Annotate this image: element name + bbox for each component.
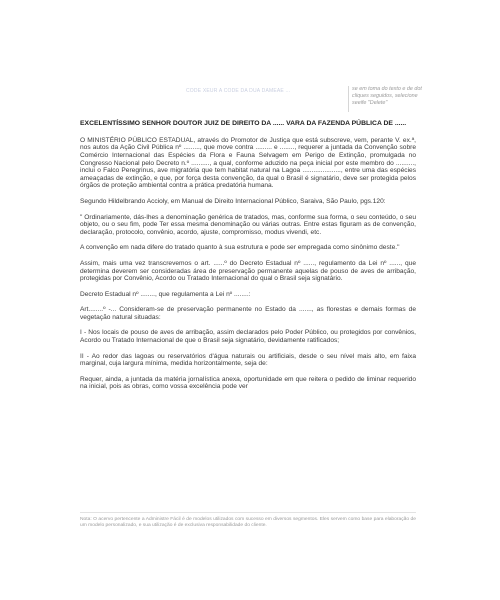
document-body — [80, 120, 416, 399]
paragraph-quote-1: " Ordinariamente, dás-lhes a denominação genérica de tratados, mas, conforme sua forma, o seu conteúdo, o seu objeto, ou o seu fim, pode Ter essa mesma denominação ou várias outras. Entre estas figuram as de convenção, declaração, protocolo, convênio, acordo, ajuste, compromisso, modus vivendi, etc. — [80, 213, 416, 236]
footer-note: Nota: O acervo pertencente a Administre Fácil é de modelos utilizados com sucesso em diversos segmentos. Eles servem como base para elaboração de um modelo personalizado, e sua utilização é de exclusiva responsabilidade do cliente. — [80, 512, 416, 529]
side-annotation-note — [348, 86, 500, 112]
document-heading: EXCELENTÍSSIMO SENHOR DOUTOR JUIZ DE DIREITO DA ...... VARA DA FAZENDA PÚBLICA DE ...... — [80, 120, 407, 127]
paragraph-decree-article: Assim, mais uma vez transcrevemos o art. ......º do Decreto Estadual nº ......, regulamento da Lei nº ......, que determina deverem ser consideradas área de preservação permanente aquelas de pouso de aves de arribação, protegidas por Convênio, Acordo ou Tratado Internacional do qual o Brasil seja signatário. — [80, 259, 416, 283]
paragraph-citation-source: Segundo Hildelbrando Accioly, em Manual de Direito Internacional Público, Saraiva, São Paulo, pgs.120: — [80, 197, 386, 205]
side-note-line: seeife "Delete" — [352, 100, 388, 106]
paragraph-article-text: Art........º -... Consideram-se de preservação permanente no Estado da ......., as florestas e demais formas de vegetação natural situadas: — [80, 306, 416, 321]
paragraph-item-i: I - Nos locais de pouso de aves de arribação, assim declarados pelo Poder Público, ou protegidos por convênios, Acordo ou Tratado Internacional de que o Brasil seja signatário, devidamente ratificados; — [80, 329, 416, 345]
paragraph-decree-title: Decreto Estadual nº ........, que regulamenta a Lei nº ........: — [80, 290, 251, 298]
paragraph-request: Requer, ainda, a juntada da matéria jornalística anexa, oportunidade em que reitera o pedido de liminar requerido na inicial, pois as obras, como vossa excelência pode ver — [80, 375, 416, 391]
faded-header-text: CODE XEUR A CODE DA DUA DAMEAE ... — [186, 88, 291, 94]
side-note-line: cliques seguidos, selecione — [352, 93, 418, 99]
side-note-line: se em toma do texto e de dot — [352, 86, 422, 92]
paragraph-item-ii: II - Ao redor das lagoas ou reservatórios d'água naturais ou artificiais, desde o seu nível mais alto, em faixa marginal, cuja largura mínima, medida horizontalmente, seja de: — [80, 352, 416, 368]
paragraph-quote-2: A convenção em nada difere do tratado quanto à sua estrutura e pode ser empregada como sinônimo deste." — [80, 244, 400, 252]
paragraph-intro: O MINISTÉRIO PÚBLICO ESTADUAL, através do Promotor de Justiça que está subscreve, vem, perante V. ex.ª, nos autos da Ação Civil Pública nº ........., que move contra ......... e ........, requerer a juntada da Convenção sobre Comércio Internacional das Espécies da Flora e Fauna Selvagem em Perigo de Extinção, promulgada no Congresso Nacional pelo Decreto n.º .........., a qual, conforme aduzido na peça inicial por este membro do .........., inclui o Falco Peregrinus, ave migratória que tem habitat natural na Lagoa ....................., entre uma das espécies ameaçadas de extinção, e que, por força desta convenção, da qual o Brasil é signatário, deve ser protegida pelos órgãos de proteção ambiental contra a prática predatória humana. — [80, 136, 416, 190]
